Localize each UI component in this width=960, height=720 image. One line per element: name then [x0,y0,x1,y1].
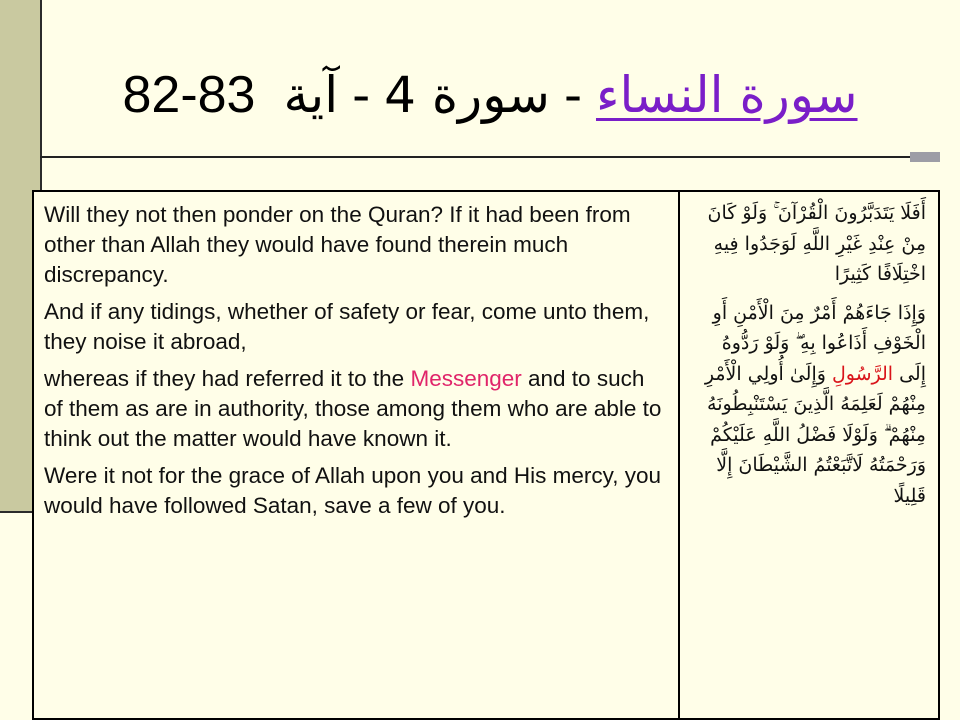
arabic-verse-82: أَفَلَا يَتَدَبَّرُونَ الْقُرْآنَ ۚ وَلَوْ كَانَ مِنْ عِنْدِ غَيْرِ اللَّهِ لَوَجَدُوا فِيهِ اخْتِلَافًا كَثِيرًا [707,202,926,285]
verse-range: 82-83 [122,66,256,124]
slide-title [60,50,920,140]
title-separator: - [563,66,582,124]
verse-table [32,190,940,720]
arabic-verse-83 [690,298,926,512]
english-translation-cell [34,192,680,718]
messenger-highlight: Messenger [410,366,522,391]
english-verse-83-part2 [44,364,668,454]
title-separator: - [352,66,371,124]
english-text: whereas if they had referred it to the [44,366,411,391]
english-verse-82: Will they not then ponder on the Quran? If it had been from other than Allah they would have found therein much discrepancy. [44,202,631,287]
arabic-text: وَإِذَا جَاءَهُمْ أَمْرٌ مِنَ الْأَمْنِ أَوِ الْخَوْفِ أَذَاعُوا بِهِ ۖ وَلَوْ رَدُّوهُ إِلَى [712,301,926,385]
arabic-messenger-highlight: الرَّسُولِ [831,362,894,385]
english-verse-83-part1: And if any tidings, whether of safety or fear, come unto them, they noise it abroad, [44,299,650,354]
surah-number-label: سورة 4 [384,66,550,124]
title-divider [40,156,910,158]
verse-label: آية [283,66,339,124]
arabic-text: وَإِلَىٰ أُولِي الْأَمْرِ مِنْهُمْ لَعَلِمَهُ الَّذِينَ يَسْتَنْبِطُونَهُ مِنْهُمْ ۗ وَلَوْلَا فَضْلُ اللَّهِ عَلَيْكُمْ وَرَحْمَتُهُ لَاتَّبَعْتُمُ الشَّيْطَانَ إِلَّا قَلِيلًا [704,362,926,507]
english-verse-83-part3: Were it not for the grace of Allah upon you and His mercy, you would have followed Satan, save a few of you. [44,463,661,518]
divider-accent [910,152,940,162]
english-text: and to such of them as are in authority, those among them who are able to think out the matter would have known it. [44,366,662,451]
surah-link[interactable]: سورة النساء [595,66,858,124]
arabic-text-cell [680,192,938,718]
